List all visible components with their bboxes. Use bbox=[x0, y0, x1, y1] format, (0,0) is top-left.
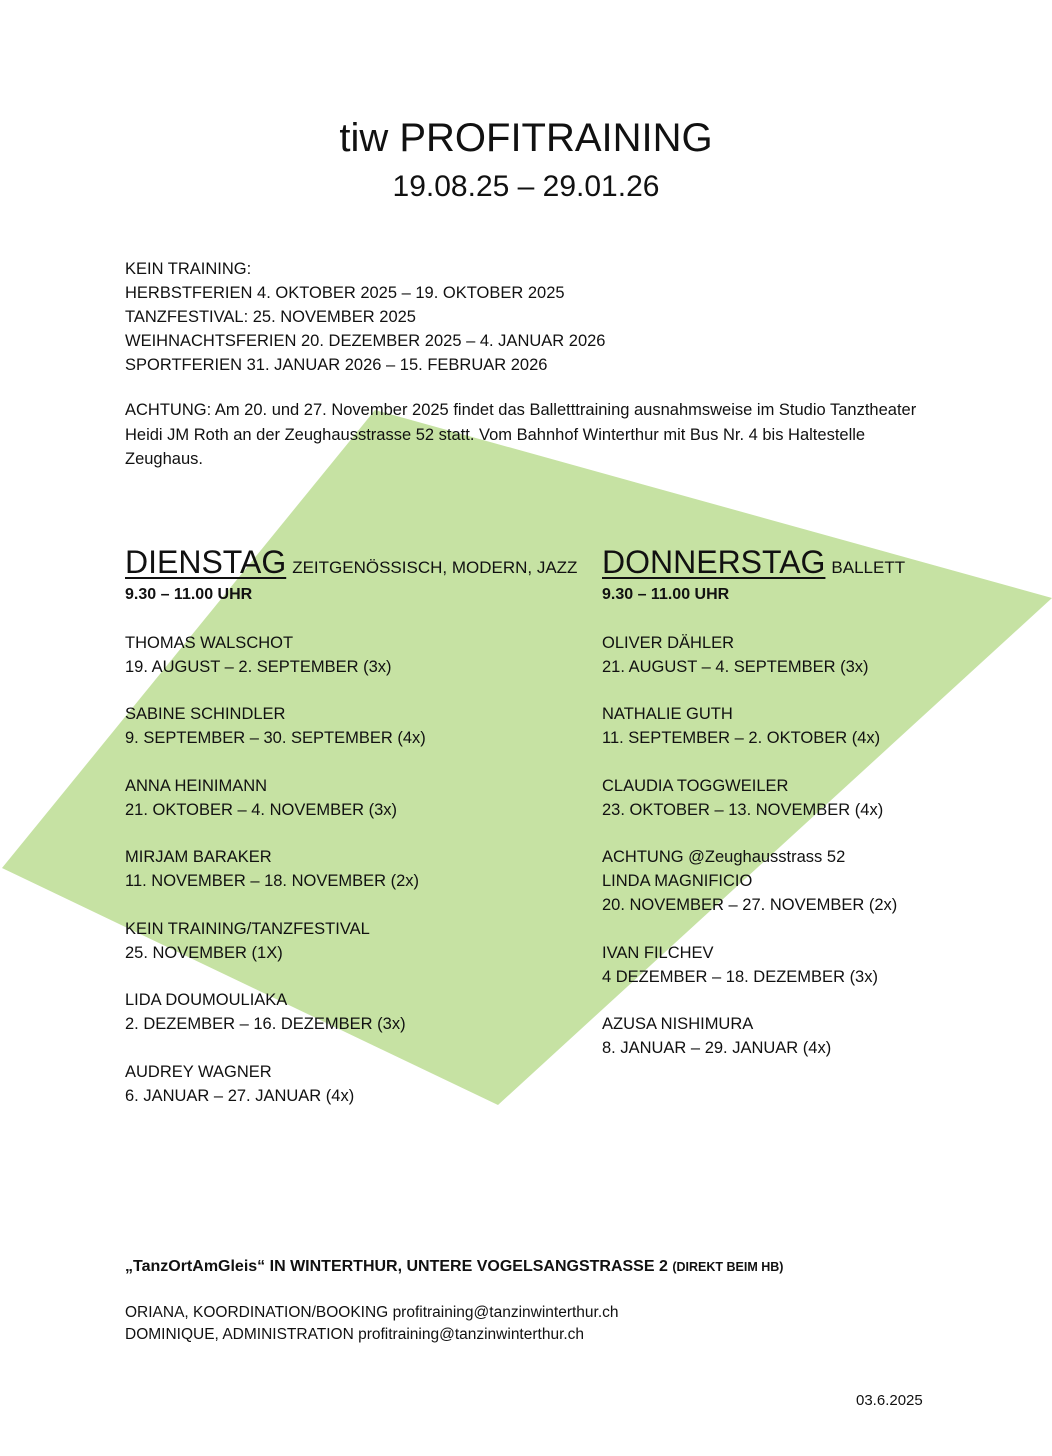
thursday-column bbox=[602, 544, 905, 1084]
thursday-entry bbox=[602, 702, 905, 750]
trainer-name: AUDREY WAGNER bbox=[125, 1062, 272, 1081]
tuesday-entry bbox=[125, 774, 577, 822]
contact-line bbox=[125, 1324, 619, 1346]
thursday-entry bbox=[602, 774, 905, 822]
no-training-line: TANZFESTIVAL: 25. NOVEMBER 2025 bbox=[125, 308, 416, 326]
tuesday-time: 9.30 – 11.00 UHR bbox=[125, 586, 253, 603]
venue-main: „TanzOrtAmGleis“ IN WINTERTHUR, UNTERE VOGELSANGSTRASSE 2 bbox=[125, 1258, 668, 1275]
venue-address bbox=[125, 1256, 783, 1278]
trainer-name: AZUSA NISHIMURA bbox=[602, 1015, 754, 1033]
venue-note: (DIREKT BEIM HB) bbox=[672, 1260, 784, 1274]
contact-email-link[interactable]: profitraining@tanzinwinterthur.ch bbox=[392, 1304, 619, 1321]
trainer-name: CLAUDIA TOGGWEILER bbox=[602, 776, 789, 795]
thursday-day-name: DONNERSTAG bbox=[602, 544, 826, 580]
tuesday-entry bbox=[125, 631, 577, 679]
date-range: 19.08.25 – 29.01.26 bbox=[392, 170, 660, 203]
training-dates: 11. SEPTEMBER – 2. OKTOBER (4x) bbox=[602, 729, 881, 747]
contacts-block bbox=[125, 1302, 619, 1346]
thursday-entry bbox=[602, 845, 905, 917]
tuesday-style: ZEITGENÖSSISCH, MODERN, JAZZ bbox=[292, 558, 578, 577]
training-dates: 20. NOVEMBER – 27. NOVEMBER (2x) bbox=[602, 896, 898, 914]
trainer-name: ANNA HEINIMANN bbox=[125, 776, 268, 795]
thursday-time: 9.30 – 11.00 UHR bbox=[602, 586, 730, 603]
training-dates: 23. OKTOBER – 13. NOVEMBER (4x) bbox=[602, 800, 884, 819]
tuesday-entry bbox=[125, 988, 577, 1036]
tuesday-entry bbox=[125, 845, 577, 893]
thursday-heading bbox=[602, 544, 905, 581]
page-title: tiw PROFITRAINING bbox=[339, 116, 713, 160]
training-dates: 9. SEPTEMBER – 30. SEPTEMBER (4x) bbox=[125, 729, 426, 747]
training-dates: 21. OKTOBER – 4. NOVEMBER (3x) bbox=[125, 800, 398, 819]
thursday-entry bbox=[602, 941, 905, 989]
location-notice: ACHTUNG @Zeughausstrass 52 bbox=[602, 848, 846, 866]
tuesday-entry bbox=[125, 917, 577, 965]
tuesday-day-name: DIENSTAG bbox=[125, 544, 287, 580]
trainer-name: IVAN FILCHEV bbox=[602, 943, 714, 962]
training-dates: 19. AUGUST – 2. SEPTEMBER (3x) bbox=[125, 657, 392, 676]
contact-email-link[interactable]: profitraining@tanzinwinterthur.ch bbox=[358, 1326, 585, 1343]
trainer-name: KEIN TRAINING/TANZFESTIVAL bbox=[125, 919, 370, 938]
training-dates: 4 DEZEMBER – 18. DEZEMBER (3x) bbox=[602, 967, 878, 986]
no-training-block bbox=[125, 257, 605, 377]
trainer-name: OLIVER DÄHLER bbox=[602, 633, 735, 652]
training-dates: 2. DEZEMBER – 16. DEZEMBER (3x) bbox=[125, 1015, 406, 1033]
tuesday-entry bbox=[125, 1060, 577, 1108]
training-dates: 8. JANUAR – 29. JANUAR (4x) bbox=[602, 1039, 832, 1057]
training-dates: 11. NOVEMBER – 18. NOVEMBER (2x) bbox=[125, 872, 420, 890]
training-dates: 25. NOVEMBER (1X) bbox=[125, 943, 283, 962]
tuesday-column bbox=[125, 544, 577, 1131]
trainer-name: NATHALIE GUTH bbox=[602, 705, 733, 723]
no-training-line: WEIHNACHTSFERIEN 20. DEZEMBER 2025 – 4. JANUAR 2026 bbox=[125, 332, 606, 350]
thursday-style: BALLETT bbox=[831, 558, 906, 577]
contact-role: ORIANA, KOORDINATION/BOOKING bbox=[125, 1304, 389, 1321]
contact-role: DOMINIQUE, ADMINISTRATION bbox=[125, 1326, 354, 1343]
training-dates: 21. AUGUST – 4. SEPTEMBER (3x) bbox=[602, 657, 869, 676]
trainer-name: THOMAS WALSCHOT bbox=[125, 633, 294, 652]
tuesday-entry bbox=[125, 702, 577, 750]
no-training-line: SPORTFERIEN 31. JANUAR 2026 – 15. FEBRUAR 2026 bbox=[125, 356, 548, 374]
trainer-name: LINDA MAGNIFICIO bbox=[602, 872, 753, 890]
trainer-name: LIDA DOUMOULIAKA bbox=[125, 991, 288, 1009]
contact-line bbox=[125, 1302, 619, 1324]
no-training-line: HERBSTFERIEN 4. OKTOBER 2025 – 19. OKTOBER 2025 bbox=[125, 284, 565, 302]
document-date: 03.6.2025 bbox=[856, 1392, 923, 1409]
thursday-entry bbox=[602, 1012, 905, 1060]
trainer-name: SABINE SCHINDLER bbox=[125, 705, 286, 723]
notice-paragraph: ACHTUNG: Am 20. und 27. November 2025 findet das Balletttraining ausnahmsweise im Studio Tanztheater Heidi JM Roth an der Zeughausstrasse 52 statt. Vom Bahnhof Winterthur mit Bus Nr. 4 bis Haltestelle Zeughaus. bbox=[125, 401, 917, 468]
trainer-name: MIRJAM BARAKER bbox=[125, 848, 272, 866]
thursday-entry bbox=[602, 631, 905, 679]
no-training-heading: KEIN TRAINING: bbox=[125, 260, 252, 278]
tuesday-heading bbox=[125, 544, 577, 581]
training-dates: 6. JANUAR – 27. JANUAR (4x) bbox=[125, 1086, 355, 1105]
